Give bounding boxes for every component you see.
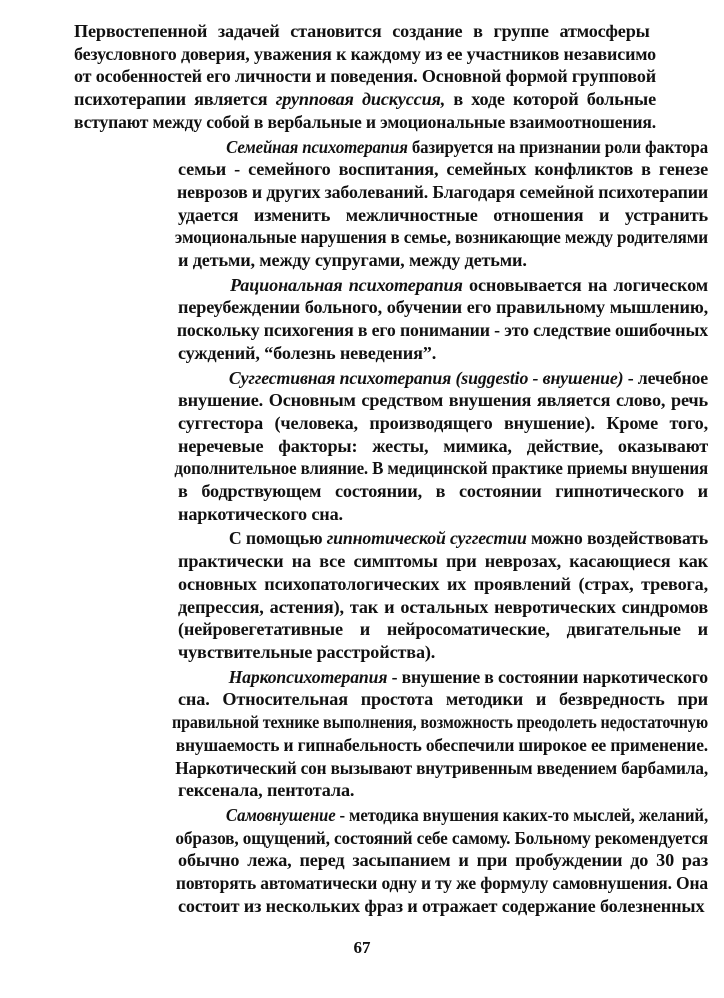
text-line	[74, 872, 708, 895]
text-run: семьи - семейного воспитания, семейных конфликтов в генезе	[178, 159, 708, 180]
text-run: основывается на логическом	[462, 274, 708, 295]
text-run: неречевые факторы: жесты, мимика, действие, оказывают	[178, 435, 708, 456]
text-line	[74, 849, 708, 872]
text-line	[74, 136, 708, 159]
text-line	[74, 43, 656, 66]
text-line	[74, 457, 708, 480]
text-line	[74, 88, 656, 111]
text-line	[74, 618, 708, 641]
text-line	[74, 204, 708, 227]
text-run: (нейровегетативные и нейросоматические, двигательные и	[178, 619, 708, 640]
italic-term: Семейная психотерапия	[226, 136, 408, 157]
text-run: безусловного доверия, уважения к каждому из ее участников независимо	[74, 43, 656, 64]
text-line	[74, 895, 705, 918]
italic-term: Самовнушение	[225, 804, 336, 825]
paragraph	[74, 20, 656, 134]
text-line	[74, 757, 708, 780]
text-run: - внушение в состоянии наркотического	[387, 666, 708, 687]
text-line	[74, 274, 708, 297]
text-run: суггестора (человека, производящего внушение). Кроме того,	[178, 412, 708, 433]
text-run: сна. Относительная простота методики и безвредность при	[178, 689, 708, 710]
text-line	[74, 596, 708, 619]
text-run: правильной технике выполнения, возможность преодолеть недостаточную	[171, 712, 708, 733]
text-run: базируется на признании роли фактора	[407, 136, 708, 157]
text-line	[74, 158, 708, 181]
text-line	[74, 226, 709, 249]
text-run: основных психопатологических их проявлений (страх, тревога,	[178, 573, 708, 594]
page-number: 67	[353, 938, 371, 957]
text-line	[74, 688, 708, 711]
italic-term: Наркопсихотерапия	[228, 666, 388, 687]
text-line	[74, 296, 708, 319]
text-line	[74, 734, 709, 757]
text-run: депрессия, астения), так и остальных невротических синдромов	[178, 596, 708, 617]
italic-term: Суггестивная психотерапия (suggestio - внушение)	[228, 367, 624, 388]
text-line	[74, 503, 656, 526]
text-line	[74, 435, 708, 458]
text-run: неврозов и других заболеваний. Благодаря семейной психотерапии	[176, 181, 708, 202]
text-line	[74, 389, 708, 412]
text-run: чувствительные расстройства).	[178, 641, 436, 662]
text-run: практически на все симптомы при неврозах, касающиеся как	[178, 551, 708, 572]
text-run: Первостепенной задачей становится создание в группе атмосферы	[74, 21, 650, 41]
text-line	[74, 641, 656, 664]
text-run: внушение. Основным средством внушения является слово, речь	[178, 390, 708, 411]
text-run: от особенностей его личности и поведения. Основной формой групповой	[74, 66, 656, 87]
body-text	[74, 20, 709, 919]
paragraph	[74, 274, 708, 365]
text-line	[74, 827, 708, 850]
text-line	[74, 711, 708, 734]
text-line	[74, 666, 708, 689]
text-run: повторять автоматически одну и ту же формулу самовнушения. Она	[175, 873, 708, 894]
text-run: обычно лежа, перед засыпанием и при пробуждении до 30 раз	[178, 850, 708, 871]
text-line	[74, 550, 708, 573]
text-line	[74, 181, 708, 204]
text-run: внушаемость и гипнабельность обеспечили широкое ее применение.	[175, 734, 709, 755]
text-line	[74, 412, 708, 435]
text-run: образов, ощущений, состояний себе самому. Больному рекомендуется	[175, 827, 708, 848]
text-run: удается изменить межличностные отношения и устранить	[178, 204, 708, 225]
text-line	[74, 20, 656, 43]
text-run: в бодрствующем состоянии, в состоянии гипнотического и	[178, 481, 708, 502]
text-run: суждений, “болезнь неведения”.	[178, 342, 437, 363]
text-line	[74, 527, 708, 550]
text-run: психотерапии является	[74, 89, 276, 110]
text-line	[74, 249, 656, 272]
text-line	[74, 573, 708, 596]
text-run: можно воздействовать	[526, 528, 708, 549]
text-run: наркотического сна.	[178, 503, 343, 524]
paragraph	[74, 136, 709, 272]
text-line	[74, 480, 708, 503]
text-line	[74, 65, 656, 88]
italic-term: Рациональная психотерапия	[230, 274, 463, 295]
text-run: в ходе которой больные	[445, 89, 656, 110]
italic-term: групповая дискуссия,	[275, 89, 446, 110]
text-run: - лечебное	[623, 367, 708, 388]
italic-term: гипнотической суггестии	[326, 528, 527, 549]
text-run: С помощью	[228, 528, 327, 549]
text-line	[74, 804, 708, 827]
text-line	[74, 342, 656, 365]
text-run: - методика внушения каких-то мыслей, желаний,	[335, 804, 708, 825]
text-run: и детьми, между супругами, между детьми.	[178, 250, 527, 271]
text-run: состоит из нескольких фраз и отражает содержание болезненных	[178, 895, 705, 916]
paragraph	[74, 666, 709, 802]
paragraph	[74, 804, 708, 918]
text-run: переубеждении больного, обучении его правильному мышлению,	[178, 297, 708, 318]
text-run: дополнительное влияние. В медицинской практике приемы внушения	[174, 458, 708, 479]
text-line	[74, 367, 708, 390]
text-run: вступают между собой в вербальные и эмоциональные взаимоотношения.	[74, 111, 656, 132]
text-run: Наркотический сон вызывают внутривенным введением барбамила,	[175, 757, 708, 778]
text-run: поскольку психогения в его понимании - это следствие ошибочных	[176, 320, 708, 341]
text-run: эмоциональные нарушения в семье, возникающие между родителями	[174, 227, 709, 248]
text-line	[74, 779, 656, 802]
paragraph	[74, 367, 708, 526]
paragraph	[74, 527, 708, 663]
text-line	[74, 111, 656, 134]
text-line	[74, 319, 708, 342]
text-run: гексенала, пентотала.	[178, 780, 355, 801]
